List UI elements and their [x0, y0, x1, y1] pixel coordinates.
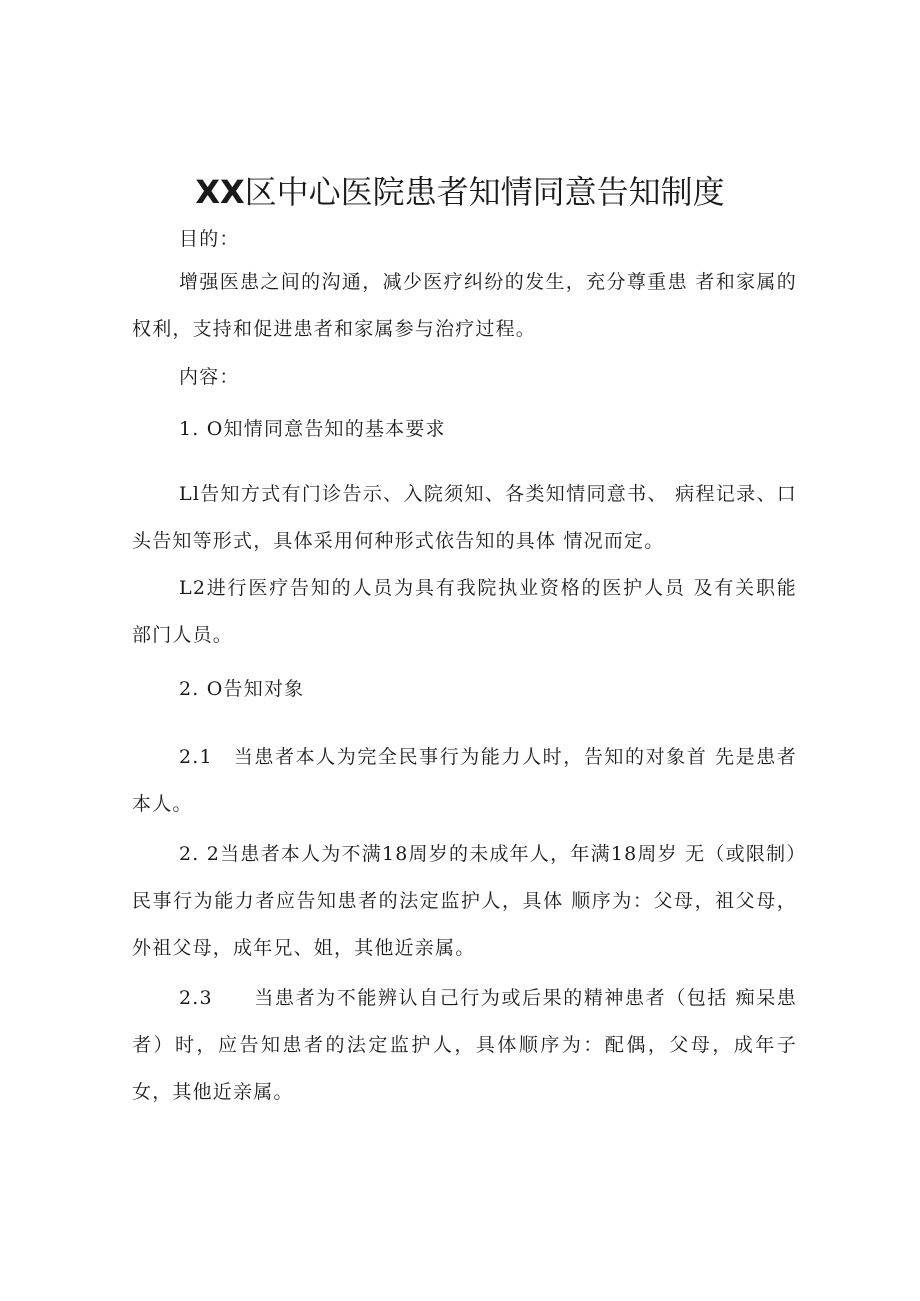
item-1-2-paragraph: L2进行医疗告知的人员为具有我院执业资格的医护人员 及有关职能部门人员。 — [132, 577, 797, 646]
section-1-heading: 1. O知情同意告知的基本要求 — [179, 418, 446, 440]
purpose-label: 目的： — [179, 228, 240, 250]
content-label: 内容： — [179, 366, 240, 388]
item-2-3-paragraph: 2.3 当患者为不能辨认自己行为或后果的精神患者（包括 痴呆患者）时，应告知患者的法定监护人，具体顺序为：配偶，父母，成年子女，其他近亲属。 — [132, 987, 797, 1103]
purpose-paragraph: 增强医患之间的沟通，减少医疗纠纷的发生，充分尊重患 者和家属的权利，支持和促进患者和家属参与治疗过程。 — [132, 271, 797, 340]
title-prefix: XX — [195, 173, 245, 211]
section-2-heading: 2. O告知对象 — [179, 678, 305, 700]
document-title — [0, 170, 920, 214]
item-1-1-paragraph: Ll告知方式有门诊告示、入院须知、各类知情同意书、 病程记录、口头告知等形式，具体采用何种形式依告知的具体 情况而定。 — [132, 483, 797, 552]
item-2-2-paragraph: 2. 2当患者本人为不满18周岁的未成年人，年满18周岁 无（或限制）民事行为能力者应告知患者的法定监护人，具体 顺序为：父母，祖父母，外祖父母，成年兄、姐，其他近亲属。 — [132, 843, 797, 959]
title-text: 区中心医院患者知情同意告知制度 — [244, 173, 725, 211]
item-2-1-paragraph: 2.1 当患者本人为完全民事行为能力人时，告知的对象首 先是患者本人。 — [132, 746, 797, 815]
